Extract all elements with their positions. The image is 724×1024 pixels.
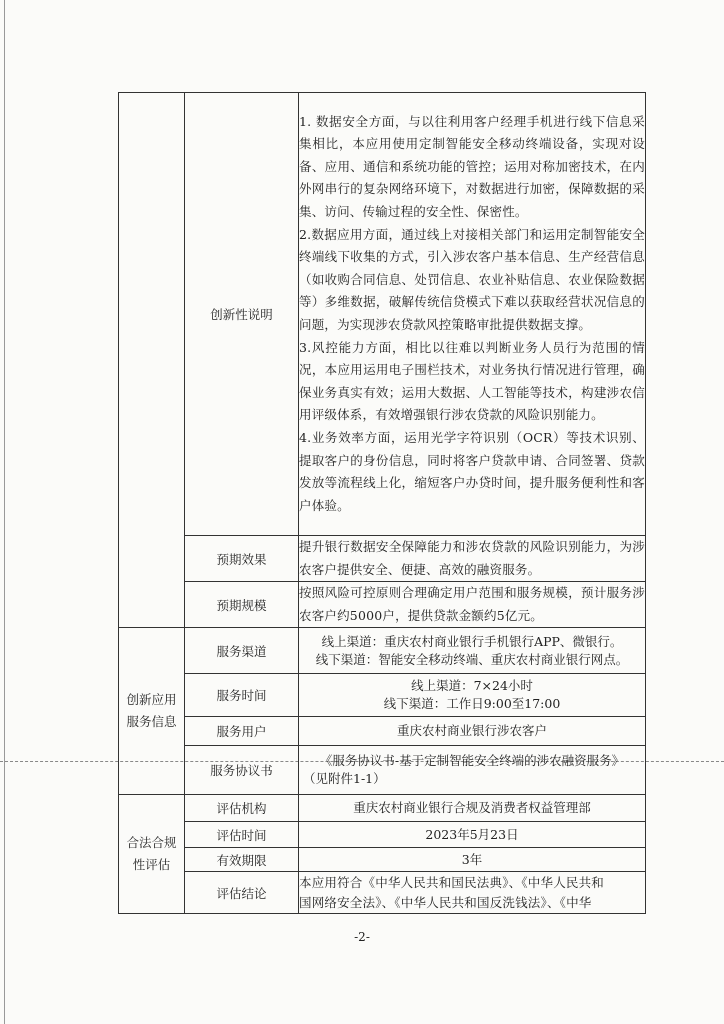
service-time-value <box>299 674 646 717</box>
service-channel-value <box>299 628 646 674</box>
row-service-channel <box>119 628 646 674</box>
eval-date-label: 评估时间 <box>185 822 299 848</box>
eval-org-label: 评估机构 <box>185 795 299 822</box>
innovation-description <box>299 93 646 536</box>
expected-effect-label: 预期效果 <box>185 536 299 582</box>
row-innovation <box>119 93 646 536</box>
row-service-users <box>119 717 646 746</box>
row-service-agreement <box>119 746 646 795</box>
service-channel-offline: 线下渠道：智能安全移动终端、重庆农村商业银行网点。 <box>315 651 629 667</box>
service-time-online: 线上渠道：7×24小时 <box>411 678 533 694</box>
row-service-time <box>119 674 646 717</box>
service-agreement-attachment: （见附件1-1） <box>303 771 386 787</box>
service-agreement-title: 《服务协议书-基于定制智能安全终端的涉农融资服务》 <box>319 753 625 769</box>
service-users-value: 重庆农村商业银行涉农客户 <box>299 717 646 746</box>
page-edge-line <box>4 0 5 1024</box>
row-eval-date <box>119 822 646 848</box>
service-users-label: 服务用户 <box>185 717 299 746</box>
row-eval-conclusion <box>119 872 646 914</box>
service-info-label-line2: 服务信息 <box>126 714 177 730</box>
expected-scale-label: 预期规模 <box>185 582 299 628</box>
service-info-label-line1: 创新应用 <box>126 692 177 708</box>
eval-conclusion-line2: 国网络安全法》、《中华人民共和国反洗钱法》、《中华 <box>299 894 592 910</box>
service-info-category <box>119 628 185 795</box>
page-number: -2- <box>354 930 370 944</box>
eval-conclusion-value <box>299 872 646 914</box>
row-expected-scale <box>119 582 646 628</box>
eval-conclusion-label: 评估结论 <box>185 872 299 914</box>
innovation-label: 创新性说明 <box>185 93 299 536</box>
row-validity <box>119 848 646 872</box>
service-agreement-label: 服务协议书 <box>185 746 299 795</box>
blank-category-cell <box>119 93 185 628</box>
service-time-offline: 线下渠道：工作日9:00至17:00 <box>383 696 561 712</box>
compliance-label-line1: 合法合规 <box>126 835 177 851</box>
innovation-paragraph-2: 2.数据应用方面，通过线上对接相关部门和运用定制智能安全终端线下收集的方式，引入涉农客户基本信息、生产经营信息（如收购合同信息、处罚信息、农业补贴信息、农业保险数据等）多维数据，破解传统信贷模式下难以获取经营状况信息的问题，为实现涉农贷款风控策略审批提供数据支撑。 <box>299 226 645 332</box>
validity-value: 3年 <box>299 848 646 872</box>
service-channel-online: 线上渠道：重庆农村商业银行手机银行APP、微银行。 <box>321 633 623 649</box>
innovation-paragraph-1: 1. 数据安全方面，与以往利用客户经理手机进行线下信息采集相比，本应用使用定制智能安全移动终端设备，实现对设备、应用、通信和系统功能的管控；运用对称加密技术，在内外网串行的复杂网络环境下，对数据进行加密，保障数据的采集、访问、传输过程的安全性、保密性。 <box>299 113 645 220</box>
compliance-category <box>119 795 185 914</box>
service-agreement-value <box>299 746 646 795</box>
service-channel-label: 服务渠道 <box>185 628 299 674</box>
innovation-paragraph-3: 3.风控能力方面，相比以往难以判断业务人员行为范围的情况，本应用运用电子围栏技术，对业务执行情况进行管理，确保业务真实有效；运用大数据、人工智能等技术，构建涉农信用评级体系，有效增强银行涉农贷款的风险识别能力。 <box>299 339 645 423</box>
row-expected-effect <box>119 536 646 582</box>
expected-effect-value: 提升银行数据安全保障能力和涉农贷款的风险识别能力，为涉农客户提供安全、便捷、高效的融资服务。 <box>299 536 646 582</box>
innovation-paragraph-4: 4.业务效率方面，运用光学字符识别（OCR）等技术识别、提取客户的身份信息，同时将客户贷款申请、合同签署、贷款发放等流程线上化，缩短客户办贷时间，提升服务便利性和客户体验。 <box>299 429 645 513</box>
application-info-table <box>118 92 646 914</box>
service-time-label: 服务时间 <box>185 674 299 717</box>
eval-date-value: 2023年5月23日 <box>299 822 646 848</box>
compliance-label-line2: 性评估 <box>132 857 171 873</box>
eval-org-value: 重庆农村商业银行合规及消费者权益管理部 <box>299 795 646 822</box>
validity-label: 有效期限 <box>185 848 299 872</box>
eval-conclusion-line1: 本应用符合《中华人民共和国民法典》、《中华人民共和 <box>299 874 605 890</box>
row-eval-org <box>119 795 646 822</box>
expected-scale-value: 按照风险可控原则合理确定用户范围和服务规模，预计服务涉农客户约5000户，提供贷款金额约5亿元。 <box>299 582 646 628</box>
